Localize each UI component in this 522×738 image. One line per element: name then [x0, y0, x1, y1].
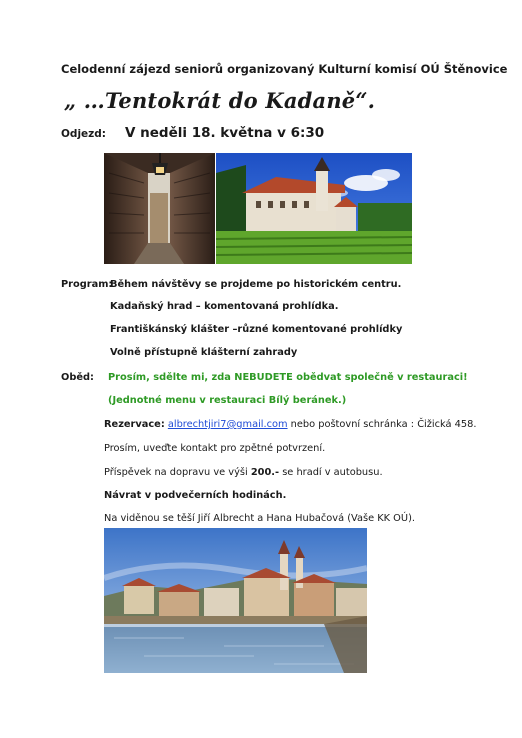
fee-post: se hradí v autobusu.: [279, 467, 383, 478]
program-intro: Během návštěvy se projdeme po historickém centru.: [110, 279, 402, 290]
program-item: Kadaňský hrad – komentovaná prohlídka.: [110, 301, 339, 312]
event-title: „ …Tentokrát do Kadaně“.: [64, 88, 376, 113]
program-label: Program:: [61, 279, 113, 290]
departure-value: V neděli 18. května v 6:30: [125, 125, 325, 141]
fee-amount: 200.-: [250, 467, 280, 478]
contact-note: Prosím, uveďte kontakt pro zpětné potvrzení.: [104, 443, 326, 454]
lunch-label: Oběd:: [61, 372, 94, 383]
reservation-label: Rezervace:: [104, 419, 165, 430]
program-item: Volně přístupně klášterní zahrady: [110, 347, 298, 358]
reservation-line: [104, 419, 476, 430]
alley-photo: [104, 153, 215, 264]
reservation-email-link[interactable]: albrechtjiri7@gmail.com: [167, 419, 288, 430]
departure-label: Odjezd:: [61, 128, 106, 140]
return-note: Návrat v podvečerních hodinách.: [104, 490, 287, 501]
closing-note: Na viděnou se těší Jiří Albrecht a Hana Hubačová (Vaše KK OÚ).: [104, 513, 416, 524]
program-item: Františkánský klášter –různé komentované prohlídky: [110, 324, 403, 335]
event-heading: Celodenní zájezd seniorů organizovaný Kulturní komisí OÚ Štěnovice: [61, 62, 508, 76]
town-panorama-photo: [104, 528, 367, 673]
lunch-menu: (Jednotné menu v restauraci Bílý beránek.): [108, 395, 347, 406]
reservation-alt: nebo poštovní schránka : Čižická 458.: [287, 419, 477, 430]
lunch-notice: Prosím, sdělte mi, zda NEBUDETE obědvat společně v restauraci!: [108, 372, 468, 383]
castle-photo: [216, 153, 412, 264]
fee-line: [104, 467, 383, 478]
fee-pre: Příspěvek na dopravu ve výši: [104, 467, 251, 478]
